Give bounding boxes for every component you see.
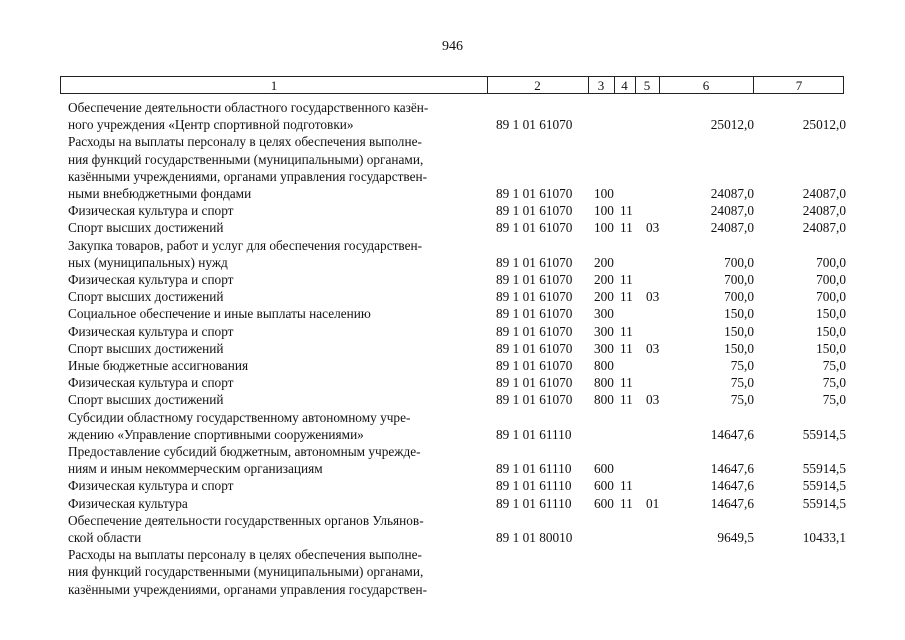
row-subsection: 03 [646, 220, 660, 236]
row-name-line: Обеспечение деятельности областного государственного казён- [68, 100, 429, 115]
table-row [60, 340, 844, 357]
table-row [60, 512, 844, 546]
row-expense-type: 100 [594, 186, 614, 202]
row-name [60, 219, 491, 236]
row-name-line: Социальное обеспечение и иные выплаты населению [68, 306, 371, 322]
row-value-7: 150,0 [816, 323, 846, 339]
row-expense-type: 300 [594, 306, 614, 322]
row-code: 89 1 01 61070 [496, 323, 573, 339]
row-section: 11 [620, 375, 633, 391]
row-value-7: 25012,0 [802, 117, 846, 133]
row-code: 89 1 01 61070 [496, 340, 573, 356]
row-value-7: 10433,1 [802, 530, 846, 546]
row-section: 11 [620, 289, 633, 305]
row-name-line: Физическая культура и спорт [68, 203, 234, 219]
row-value-6: 14647,6 [710, 461, 754, 477]
row-value-7: 75,0 [822, 375, 846, 391]
table-row [60, 305, 844, 322]
row-code: 89 1 01 61070 [496, 220, 573, 236]
row-code: 89 1 01 61070 [496, 186, 573, 202]
table-row [60, 409, 844, 443]
row-code: 89 1 01 80010 [496, 530, 573, 546]
row-name-line: ного учреждения «Центр спортивной подготовки» [68, 117, 354, 133]
row-subsection: 03 [646, 392, 660, 408]
row-value-7: 75,0 [822, 358, 846, 374]
row-value-7: 24087,0 [802, 203, 846, 219]
row-name [60, 495, 491, 512]
row-name [60, 237, 491, 271]
row-name-line: казёнными учреждениями, органами управления государствен- [68, 168, 428, 184]
row-section: 11 [620, 272, 633, 288]
row-value-7: 150,0 [816, 306, 846, 322]
row-name [60, 305, 491, 322]
row-name [60, 443, 491, 477]
header-col-5: 5 [643, 78, 651, 93]
row-value-7: 24087,0 [802, 220, 846, 236]
table-row [60, 202, 844, 219]
row-section: 11 [620, 323, 633, 339]
table-row [60, 495, 844, 512]
row-section: 11 [620, 203, 633, 219]
row-code: 89 1 01 61070 [496, 289, 573, 305]
row-section: 11 [620, 392, 633, 408]
row-name [60, 374, 491, 391]
header-col-2: 2 [534, 78, 541, 93]
row-value-6: 24087,0 [710, 220, 754, 236]
header-col-6: 6 [702, 78, 710, 93]
row-expense-type: 600 [594, 461, 614, 477]
row-expense-type: 300 [594, 323, 614, 339]
row-expense-type: 800 [594, 358, 614, 374]
row-value-7: 55914,5 [802, 461, 846, 477]
row-value-7: 150,0 [816, 340, 846, 356]
table-row [60, 477, 844, 494]
row-section: 11 [620, 220, 633, 236]
row-name [60, 133, 491, 202]
row-section: 11 [620, 495, 633, 511]
row-name-line: Спорт высших достижений [68, 220, 224, 236]
row-value-6: 14647,6 [710, 426, 754, 442]
row-code: 89 1 01 61110 [496, 478, 572, 494]
table-row [60, 323, 844, 340]
table-row [60, 546, 844, 598]
header-col-4: 4 [621, 78, 628, 93]
table-row [60, 443, 844, 477]
row-value-6: 75,0 [730, 375, 754, 391]
row-expense-type: 100 [594, 203, 614, 219]
row-value-6: 150,0 [724, 340, 754, 356]
budget-table [60, 76, 844, 598]
table-row [60, 374, 844, 391]
row-value-6: 75,0 [730, 392, 754, 408]
row-value-6: 700,0 [724, 254, 754, 270]
row-value-7: 700,0 [816, 289, 846, 305]
row-value-7: 55914,5 [802, 478, 846, 494]
row-name-line: Физическая культура и спорт [68, 375, 234, 391]
row-name-line: Физическая культура и спорт [68, 478, 234, 494]
row-expense-type: 800 [594, 392, 614, 408]
row-expense-type: 800 [594, 375, 614, 391]
row-value-6: 150,0 [724, 306, 754, 322]
row-name-line: Физическая культура и спорт [68, 323, 234, 339]
row-code: 89 1 01 61110 [496, 426, 572, 442]
row-value-6: 24087,0 [710, 186, 754, 202]
row-name-line: Спорт высших достижений [68, 340, 224, 356]
row-name [60, 288, 491, 305]
row-code: 89 1 01 61070 [496, 358, 573, 374]
row-name [60, 391, 491, 408]
row-name [60, 271, 491, 288]
row-section: 11 [620, 478, 633, 494]
page-number: 946 [442, 39, 463, 54]
table-row [60, 391, 844, 408]
table-row [60, 237, 844, 271]
row-code: 89 1 01 61070 [496, 203, 573, 219]
table-row [60, 133, 844, 202]
row-value-6: 700,0 [724, 272, 754, 288]
table-row [60, 288, 844, 305]
row-value-7: 700,0 [816, 272, 846, 288]
row-code: 89 1 01 61070 [496, 272, 573, 288]
row-value-7: 55914,5 [802, 426, 846, 442]
row-expense-type: 200 [594, 272, 614, 288]
row-code: 89 1 01 61070 [496, 392, 573, 408]
row-subsection: 03 [646, 340, 660, 356]
row-name-line: Физическая культура и спорт [68, 272, 234, 288]
row-name-line: Спорт высших достижений [68, 289, 224, 305]
row-name [60, 409, 491, 443]
row-value-7: 24087,0 [802, 186, 846, 202]
row-name [60, 477, 491, 494]
table-row [60, 99, 844, 133]
header-col-1: 1 [270, 78, 278, 93]
table-row [60, 271, 844, 288]
row-name [60, 99, 491, 133]
row-value-7: 55914,5 [802, 495, 846, 511]
table-body [60, 99, 844, 598]
row-name-line: Закупка товаров, работ и услуг для обеспечения государствен- [68, 237, 423, 253]
table-row [60, 219, 844, 236]
row-value-7: 75,0 [822, 392, 846, 408]
row-name-line: ния функций государственными (муниципальными) органами, [68, 151, 424, 167]
row-value-7: 700,0 [816, 254, 846, 270]
row-value-6: 9649,5 [717, 530, 754, 546]
row-name [60, 546, 491, 598]
row-name-line: Расходы на выплаты персоналу в целях обеспечения выполне- [68, 134, 422, 150]
row-name-line: Физическая культура [68, 495, 188, 511]
row-name [60, 323, 491, 340]
table-row [60, 357, 844, 374]
row-name-line: ных (муниципальных) нужд [68, 254, 228, 270]
row-value-6: 700,0 [724, 289, 754, 305]
row-name [60, 202, 491, 219]
header-col-7: 7 [795, 78, 803, 93]
row-code: 89 1 01 61070 [496, 117, 573, 133]
row-name-line: Спорт высших достижений [68, 392, 224, 408]
row-value-6: 14647,6 [710, 478, 754, 494]
row-name-line: ской области [68, 530, 142, 546]
header-col-3: 3 [597, 78, 605, 93]
row-expense-type: 600 [594, 478, 614, 494]
row-expense-type: 200 [594, 254, 614, 270]
row-code: 89 1 01 61070 [496, 375, 573, 391]
row-name-line: ждению «Управление спортивными сооружениями» [68, 426, 364, 442]
row-value-6: 25012,0 [710, 117, 754, 133]
row-name-line: казёнными учреждениями, органами управления государствен- [68, 581, 428, 597]
row-value-6: 150,0 [724, 323, 754, 339]
row-name-line: Иные бюджетные ассигнования [68, 358, 249, 374]
row-expense-type: 100 [594, 220, 614, 236]
row-subsection: 03 [646, 289, 660, 305]
row-name-line: ния функций государственными (муниципальными) органами, [68, 564, 424, 580]
row-name-line: Предоставление субсидий бюджетным, автономным учрежде- [68, 444, 421, 460]
row-code: 89 1 01 61070 [496, 306, 573, 322]
row-code: 89 1 01 61110 [496, 461, 572, 477]
row-section: 11 [620, 340, 633, 356]
row-value-6: 14647,6 [710, 495, 754, 511]
row-expense-type: 300 [594, 340, 614, 356]
table-header [60, 76, 844, 94]
row-name-line: ниям и иным некоммерческим организациям [68, 461, 323, 477]
row-expense-type: 600 [594, 495, 614, 511]
row-name [60, 340, 491, 357]
row-value-6: 75,0 [730, 358, 754, 374]
row-code: 89 1 01 61070 [496, 254, 573, 270]
row-name [60, 357, 491, 374]
row-subsection: 01 [646, 495, 660, 511]
row-name-line: ными внебюджетными фондами [68, 186, 252, 202]
row-name-line: Субсидии областному государственному автономному учре- [68, 409, 411, 425]
row-name [60, 512, 491, 546]
row-name-line: Расходы на выплаты персоналу в целях обеспечения выполне- [68, 547, 422, 563]
row-name-line: Обеспечение деятельности государственных органов Ульянов- [68, 512, 424, 528]
row-expense-type: 200 [594, 289, 614, 305]
row-value-6: 24087,0 [710, 203, 754, 219]
row-code: 89 1 01 61110 [496, 495, 572, 511]
